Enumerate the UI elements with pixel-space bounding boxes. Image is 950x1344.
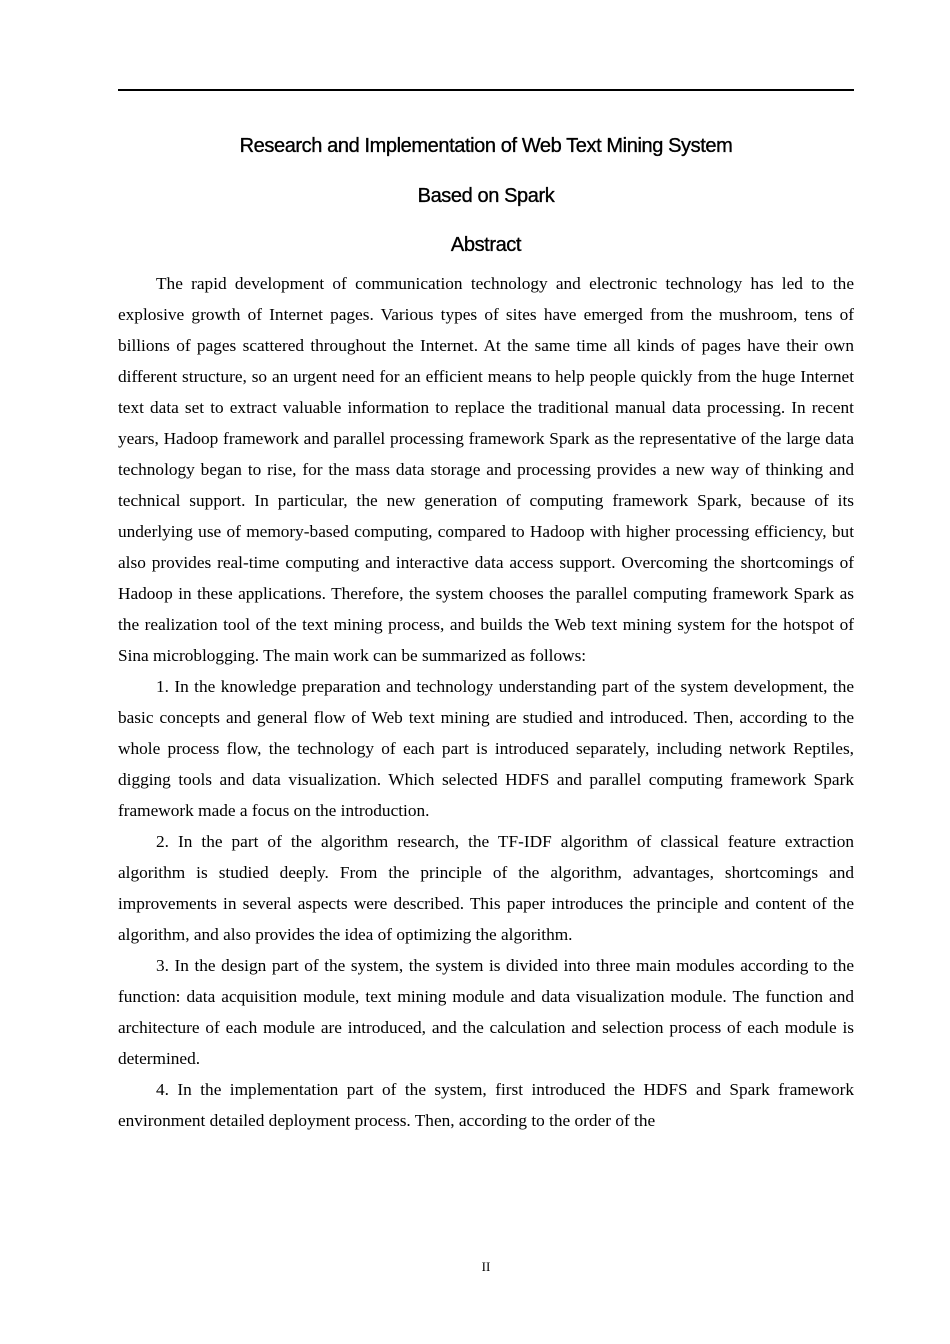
abstract-paragraph-item-4: 4. In the implementation part of the system, first introduced the HDFS and Spark framework environment detailed deployment process. Then, according to the order of the	[118, 1080, 854, 1130]
title-line-1: Research and Implementation of Web Text Mining System	[239, 135, 733, 157]
abstract-paragraph-item-2: 2. In the part of the algorithm research, the TF-IDF algorithm of classical feature extraction algorithm is studied deeply. From the principle of the algorithm, advantages, shortcomings and improvements in several aspects were described. This paper introduces the principle and content of the algorithm, and also provides the idea of optimizing the algorithm.	[118, 832, 854, 944]
abstract-heading: Abstract	[450, 234, 522, 256]
abstract-paragraph-intro: The rapid development of communication technology and electronic technology has led to the explosive growth of Internet pages. Various types of sites have emerged from the mushroom, tens of billions of pages scattered throughout the Internet. At the same time all kinds of pages have their own different structure, so an urgent need for an efficient means to help people quickly from the huge Internet text data set to extract valuable information to replace the traditional manual data processing. In recent years, Hadoop framework and parallel processing framework Spark as the representative of the large data technology began to rise, for the mass data storage and processing provides a new way of thinking and technical support. In particular, the new generation of computing framework Spark, because of its underlying use of memory-based computing, compared to Hadoop with higher processing efficiency, but also provides real-time computing and interactive data access support. Overcoming the shortcomings of Hadoop in these applications. Therefore, the system chooses the parallel computing framework Spark as the realization tool of the text mining process, and builds the Web text mining system for the hotspot of Sina microblogging. The main work can be summarized as follows:	[118, 274, 854, 665]
abstract-body	[118, 268, 854, 1136]
header-rule	[118, 89, 854, 91]
page-number: II	[481, 1259, 491, 1274]
abstract-paragraph-item-1: 1. In the knowledge preparation and technology understanding part of the system development, the basic concepts and general flow of Web text mining are studied and introduced. Then, according to the whole process flow, the technology of each part is introduced separately, including network Reptiles, digging tools and data visualization. Which selected HDFS and parallel computing framework Spark framework made a focus on the introduction.	[118, 677, 854, 820]
abstract-paragraph-item-3: 3. In the design part of the system, the system is divided into three main modules according to the function: data acquisition module, text mining module and data visualization module. The function and architecture of each module are introduced, and the calculation and selection process of each module is determined.	[118, 956, 854, 1068]
title-line-2: Based on Spark	[417, 185, 555, 207]
